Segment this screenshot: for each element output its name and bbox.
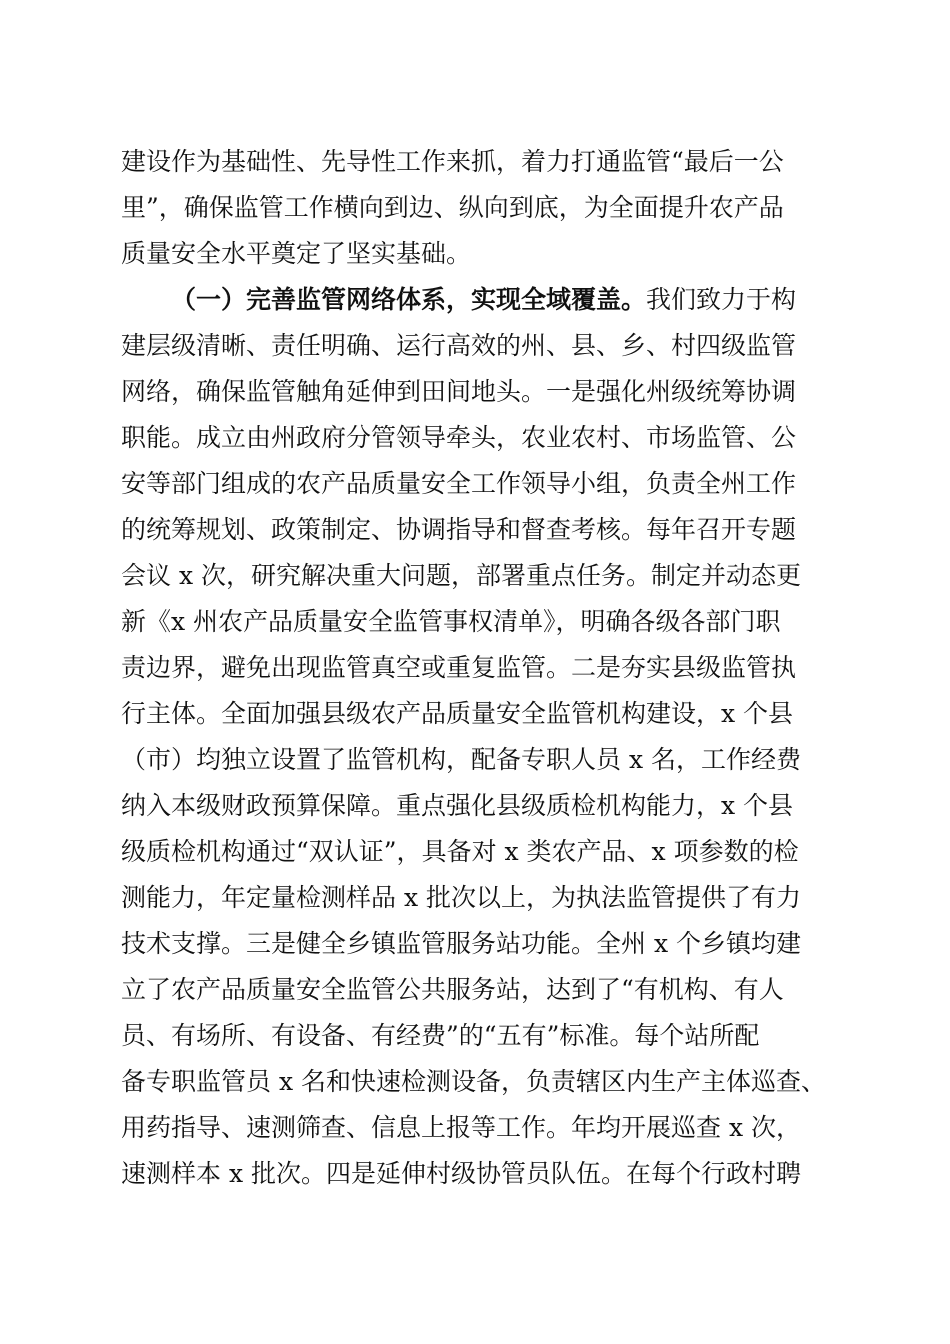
paragraph-line-20: 员、有场所、有设备、有经费”的“五有”标准。每个站所配: [121, 1021, 760, 1050]
paragraph-line-5: 建层级清晰、责任明确、运行高效的州、县、乡、村四级监管: [121, 331, 797, 360]
paragraph-line-11: 新《x 州农产品质量安全监管事权清单》，明确各级各部门职: [121, 607, 781, 636]
paragraph-line-18: 技术支撑。三是健全乡镇监管服务站功能。全州 x 个乡镇均建: [121, 929, 801, 958]
paragraph-line-22: 用药指导、速测筛查、信息上报等工作。年均开展巡查 x 次，: [121, 1113, 801, 1142]
paragraph-line-2: 里”，确保监管工作横向到边、纵向到底，为全面提升农产品: [121, 193, 784, 222]
paragraph-line-6: 网络，确保监管触角延伸到田间地头。一是强化州级统筹协调: [121, 377, 797, 406]
paragraph-line-17: 测能力，年定量检测样品 x 批次以上，为执法监管提供了有力: [121, 883, 801, 912]
paragraph-line-13: 行主体。全面加强县级农产品质量安全监管机构建设，x 个县: [121, 699, 794, 728]
paragraph-line-19: 立了农产品质量安全监管公共服务站，达到了“有机构、有人: [121, 975, 784, 1004]
paragraph-line-1: 建设作为基础性、先导性工作来抓，着力打通监管“最后一公: [121, 147, 784, 176]
paragraph-line-3: 质量安全水平奠定了坚实基础。: [121, 239, 472, 268]
section-heading: （一）完善监管网络体系，实现全域覆盖。: [171, 285, 647, 314]
paragraph-line-8: 安等部门组成的农产品质量安全工作领导小组，负责全州工作: [121, 469, 797, 498]
paragraph-line-21: 备专职监管员 x 名和快速检测设备，负责辖区内生产主体巡查、: [121, 1067, 826, 1096]
paragraph-line-12: 责边界，避免出现监管真空或重复监管。二是夯实县级监管执: [121, 653, 797, 682]
paragraph-line-14: （市）均独立设置了监管机构，配备专职人员 x 名，工作经费: [121, 745, 801, 774]
paragraph-line-15: 纳入本级财政预算保障。重点强化县级质检机构能力，x 个县: [121, 791, 794, 820]
section-heading-line: [171, 284, 891, 316]
paragraph-line-7: 职能。成立由州政府分管领导牵头，农业农村、市场监管、公: [121, 423, 797, 452]
paragraph-line-16: 级质检机构通过“双认证”，具备对 x 类农产品、x 项参数的检: [121, 837, 799, 866]
section-heading-continuation: 我们致力于构: [646, 285, 797, 314]
paragraph-line-23: 速测样本 x 批次。四是延伸村级协管员队伍。在每个行政村聘: [121, 1159, 801, 1188]
paragraph-line-9: 的统筹规划、政策制定、协调指导和督查考核。每年召开专题: [121, 515, 797, 544]
paragraph-line-10: 会议 x 次，研究解决重大问题，部署重点任务。制定并动态更: [121, 561, 801, 590]
